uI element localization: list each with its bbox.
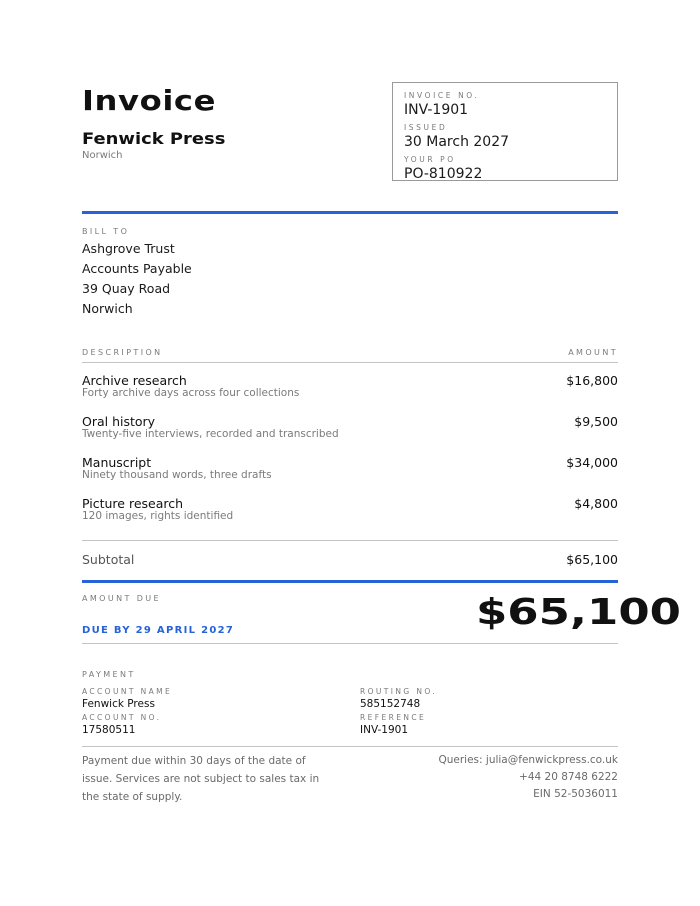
bill-to-line: Norwich [82, 301, 133, 316]
invoice-title: Invoice [82, 84, 217, 117]
po-label: YOUR PO [404, 155, 456, 164]
subtotal-value: $65,100 [566, 552, 618, 567]
account-name: Fenwick Press [82, 698, 155, 710]
bill-to-line: Accounts Payable [82, 261, 192, 276]
line-item-title: Archive research [82, 373, 187, 388]
line-item-amount: $16,800 [566, 373, 618, 388]
line-item-detail: Twenty-five interviews, recorded and transcribed [82, 428, 339, 440]
payment-terms: Payment due within 30 days of the date of issue. Services are not subject to sales tax in the state of supply. [82, 755, 320, 803]
line-item-title: Oral history [82, 414, 156, 429]
amount-due-label: AMOUNT DUE [82, 594, 162, 603]
contact-block [358, 752, 618, 803]
issued-date: 30 March 2027 [404, 134, 510, 150]
phone-number: +44 20 8748 6222 [519, 771, 618, 783]
invoice-no: INV-1901 [404, 102, 469, 118]
company-name-wrap [82, 129, 226, 149]
po-number: PO-810922 [404, 166, 483, 182]
ein-number: EIN 52-5036011 [533, 788, 618, 800]
company-city: Norwich [82, 150, 123, 161]
column-header-description: DESCRIPTION [82, 348, 163, 357]
queries-email: Queries: julia@fenwickpress.co.uk [438, 754, 618, 766]
line-item-detail: 120 images, rights identified [82, 510, 234, 522]
line-item-detail: Ninety thousand words, three drafts [82, 469, 272, 481]
company-name: Fenwick Press [82, 129, 226, 148]
bill-to-line: Ashgrove Trust [82, 241, 175, 256]
footer-divider [82, 746, 618, 747]
amount-due-wrap [476, 592, 681, 637]
invoice-meta-box [392, 82, 618, 181]
line-item-amount: $9,500 [574, 414, 618, 429]
routing-no-label: ROUTING NO. [360, 687, 438, 696]
amount-due-value: $65,100 [476, 592, 681, 633]
line-item-amount: $4,800 [574, 496, 618, 511]
issued-label: ISSUED [404, 123, 448, 132]
payment-divider [82, 643, 618, 644]
account-no: 17580511 [82, 724, 136, 736]
due-by-date: DUE BY 29 APRIL 2027 [82, 625, 235, 636]
table-header-divider [82, 362, 618, 363]
line-item-amount: $34,000 [566, 455, 618, 470]
header-divider [82, 211, 618, 214]
payment-label: PAYMENT [82, 670, 136, 679]
account-name-label: ACCOUNT NAME [82, 687, 173, 696]
invoice-title-wrap [82, 84, 217, 117]
line-item-title: Picture research [82, 496, 184, 511]
amount-due-divider [82, 580, 618, 583]
routing-no: 585152748 [360, 698, 421, 710]
reference-label: REFERENCE [360, 713, 427, 722]
line-item-detail: Forty archive days across four collections [82, 387, 300, 399]
column-header-amount: AMOUNT [568, 348, 618, 357]
account-no-label: ACCOUNT NO. [82, 713, 162, 722]
bill-to-line: 39 Quay Road [82, 281, 171, 296]
subtotal-label: Subtotal [82, 552, 135, 567]
subtotal-divider [82, 540, 618, 541]
bill-to-label: BILL TO [82, 227, 130, 236]
reference: INV-1901 [360, 724, 409, 736]
invoice-no-label: INVOICE NO. [404, 91, 480, 100]
line-item-title: Manuscript [82, 455, 152, 470]
